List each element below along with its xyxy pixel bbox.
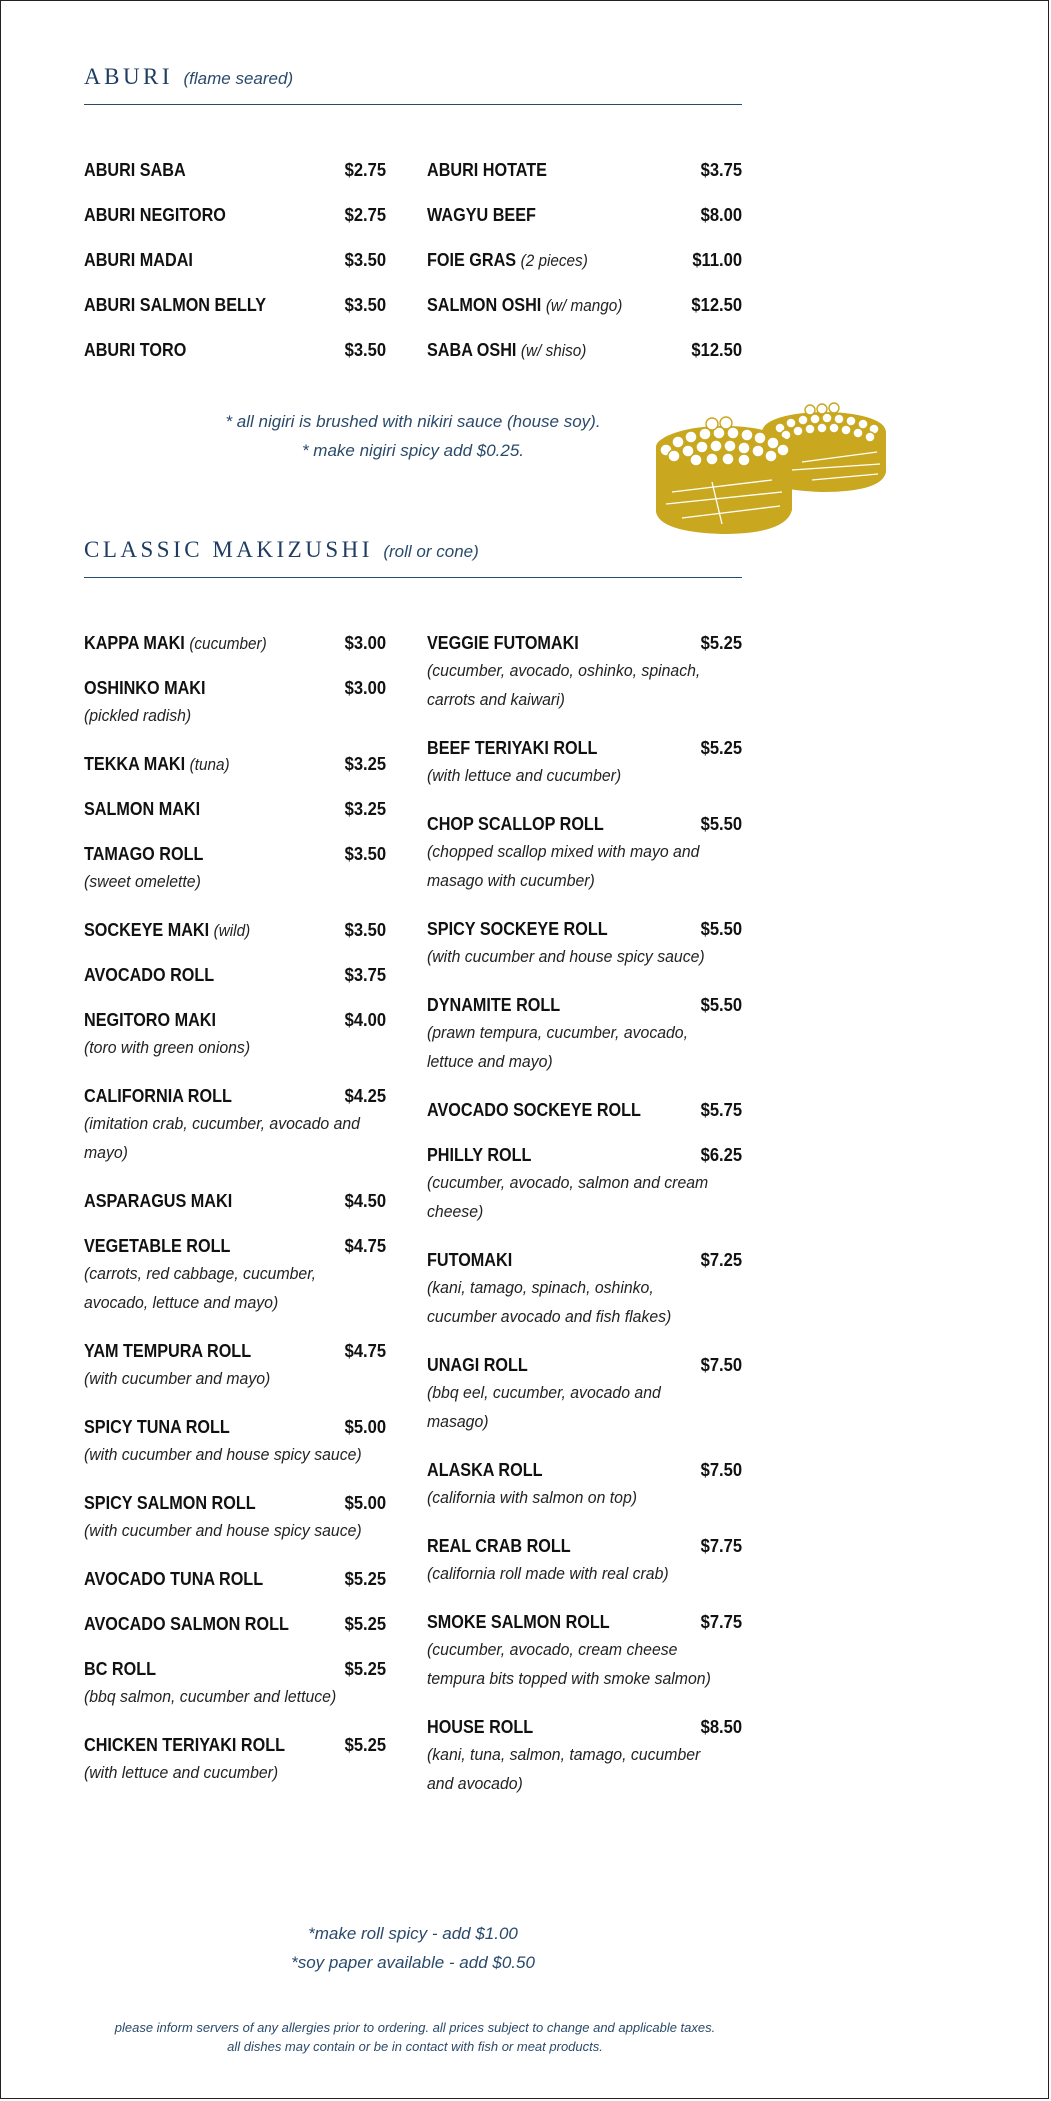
menu-item-name <box>84 160 186 181</box>
sushi-front <box>656 417 792 534</box>
menu-item-price: $5.25 <box>344 1659 386 1679</box>
menu-item-name-text: BC ROLL <box>84 1659 156 1679</box>
menu-item-name <box>84 340 186 361</box>
menu-item <box>84 799 386 820</box>
menu-item-name <box>84 633 267 654</box>
menu-item-name-text: UNAGI ROLL <box>427 1355 528 1375</box>
menu-item-name <box>427 1612 610 1633</box>
menu-item-name <box>84 678 206 699</box>
menu-item-price: $5.75 <box>700 1100 742 1120</box>
menu-item-name <box>427 919 608 940</box>
menu-item <box>84 678 386 730</box>
menu-item-name <box>427 1100 641 1121</box>
nigiri-sauce-note: * all nigiri is brushed with nikiri sauce (house soy). <box>225 412 601 431</box>
menu-item-price: $6.25 <box>700 1145 742 1165</box>
aburi-subtitle: (flame seared) <box>183 69 294 88</box>
menu-item-description: (cucumber, avocado, cream cheese tempura bits topped with smoke salmon) <box>427 1640 711 1688</box>
menu-item-name <box>84 799 200 820</box>
menu-item-name <box>84 1010 216 1031</box>
menu-item-price: $5.25 <box>344 1735 386 1755</box>
menu-item-price: $3.50 <box>344 920 386 940</box>
menu-item <box>84 295 386 316</box>
menu-item-name-text: SPICY TUNA ROLL <box>84 1417 230 1437</box>
menu-item-description: (with lettuce and cucumber) <box>427 766 622 785</box>
menu-item <box>84 1191 386 1212</box>
menu-item <box>84 1236 386 1317</box>
menu-item <box>427 1145 742 1226</box>
menu-item-name-text: KAPPA MAKI <box>84 633 185 653</box>
menu-item-name-text: ALASKA ROLL <box>427 1460 543 1480</box>
menu-item <box>427 995 742 1076</box>
menu-item-name-text: ABURI HOTATE <box>427 160 547 180</box>
menu-item-price: $4.25 <box>344 1086 386 1106</box>
menu-item-name <box>84 1569 263 1590</box>
menu-item-price: $7.25 <box>700 1250 742 1270</box>
menu-item <box>84 1417 386 1469</box>
menu-item-name <box>427 295 622 316</box>
menu-item-name-text: WAGYU BEEF <box>427 205 536 225</box>
menu-item-name <box>427 1250 512 1271</box>
menu-item-name <box>427 205 536 226</box>
menu-item-price: $3.50 <box>344 250 386 270</box>
aburi-section-header <box>84 64 742 105</box>
menu-item-description: (kani, tuna, salmon, tamago, cucumber and avocado) <box>427 1745 701 1793</box>
menu-item <box>84 965 386 986</box>
menu-item-name-text: BEEF TERIYAKI ROLL <box>427 738 598 758</box>
menu-item-price: $3.75 <box>700 160 742 180</box>
menu-item-description: (kani, tamago, spinach, oshinko, cucumber avocado and fish flakes) <box>427 1278 672 1326</box>
menu-item-name-text: ABURI MADAI <box>84 250 193 270</box>
menu-item-name-text: AVOCADO ROLL <box>84 965 215 985</box>
menu-item-name <box>427 1536 571 1557</box>
menu-item <box>427 1717 742 1798</box>
menu-item-name-text: TAMAGO ROLL <box>84 844 204 864</box>
menu-item-description: (imitation crab, cucumber, avocado and mayo) <box>84 1114 360 1162</box>
menu-item-name-text: HOUSE ROLL <box>427 1717 534 1737</box>
menu-item <box>84 1010 386 1062</box>
menu-item-name <box>427 1145 531 1166</box>
menu-item-price: $11.00 <box>692 250 742 270</box>
menu-item-description: (bbq salmon, cucumber and lettuce) <box>84 1687 337 1706</box>
menu-item-price: $2.75 <box>344 205 386 225</box>
menu-item-description: (bbq eel, cucumber, avocado and masago) <box>427 1383 661 1431</box>
aburi-left-column <box>84 160 386 385</box>
ikura-gunkan-sushi-drawing <box>652 392 892 542</box>
aburi-right-column <box>427 160 742 385</box>
menu-item-name <box>84 205 226 226</box>
menu-item-name <box>427 814 604 835</box>
menu-item-price: $5.50 <box>700 919 742 939</box>
menu-item-name <box>427 995 560 1016</box>
menu-item-name-text: CALIFORNIA ROLL <box>84 1086 232 1106</box>
menu-item-name-text: ASPARAGUS MAKI <box>84 1191 233 1211</box>
menu-item-price: $7.75 <box>700 1536 742 1556</box>
menu-item-price: $7.50 <box>700 1355 742 1375</box>
menu-item-name <box>84 1086 232 1107</box>
menu-item <box>427 814 742 895</box>
menu-item-name-text: SPICY SOCKEYE ROLL <box>427 919 608 939</box>
menu-item-description: (with cucumber and mayo) <box>84 1369 271 1388</box>
menu-item-name-text: SMOKE SALMON ROLL <box>427 1612 610 1632</box>
menu-item-price: $3.25 <box>344 754 386 774</box>
menu-item-name-text: ABURI SALMON BELLY <box>84 295 267 315</box>
maki-notes <box>84 1919 742 1977</box>
maki-left-column <box>84 633 386 1811</box>
menu-item-name <box>427 1355 528 1376</box>
menu-item-price: $7.50 <box>700 1460 742 1480</box>
menu-item-name-text: NEGITORO MAKI <box>84 1010 217 1030</box>
menu-item-name <box>84 1417 230 1438</box>
menu-item <box>84 1493 386 1545</box>
menu-item <box>84 1086 386 1167</box>
menu-item-note: (w/ shiso) <box>520 341 587 360</box>
menu-item-note: (2 pieces) <box>520 251 588 270</box>
menu-item-price: $5.50 <box>700 995 742 1015</box>
menu-item-name-text: ABURI TORO <box>84 340 187 360</box>
menu-item-name-text: SOCKEYE MAKI <box>84 920 210 940</box>
maki-right-column <box>427 633 742 1822</box>
menu-item-name <box>427 1460 542 1481</box>
menu-item <box>84 1735 386 1787</box>
menu-item-price: $5.00 <box>344 1417 386 1437</box>
menu-item-price: $12.50 <box>691 340 742 360</box>
menu-item <box>427 250 742 271</box>
menu-item-name-text: SPICY SALMON ROLL <box>84 1493 256 1513</box>
menu-item-name-text: REAL CRAB ROLL <box>427 1536 571 1556</box>
menu-item-name <box>427 340 586 361</box>
menu-item-price: $4.50 <box>344 1191 386 1211</box>
menu-item-name <box>84 965 214 986</box>
menu-item-price: $5.25 <box>344 1569 386 1589</box>
menu-item <box>84 250 386 271</box>
menu-item-description: (with cucumber and house spicy sauce) <box>84 1445 362 1464</box>
menu-item <box>427 340 742 361</box>
menu-item <box>84 1341 386 1393</box>
menu-item-name-text: SALMON MAKI <box>84 799 201 819</box>
menu-item-price: $3.50 <box>344 340 386 360</box>
menu-item-name-text: ABURI NEGITORO <box>84 205 226 225</box>
menu-item-name-text: AVOCADO TUNA ROLL <box>84 1569 264 1589</box>
aburi-notes <box>84 407 742 465</box>
menu-item-description: (california roll made with real crab) <box>427 1564 669 1583</box>
contamination-note: all dishes may contain or be in contact with fish or meat products. <box>227 2039 603 2054</box>
menu-item-description: (with cucumber and house spicy sauce) <box>427 947 705 966</box>
menu-item-price: $5.25 <box>344 1614 386 1634</box>
maki-subtitle: (roll or cone) <box>383 542 479 561</box>
menu-item-name <box>84 920 250 941</box>
menu-item-price: $8.50 <box>700 1717 742 1737</box>
menu-item-price: $2.75 <box>344 160 386 180</box>
maki-title: CLASSIC MAKIZUSHI <box>84 537 373 562</box>
menu-item-description: (cucumber, avocado, salmon and cream cheese) <box>427 1173 709 1221</box>
soy-paper-note: *soy paper available - add $0.50 <box>291 1953 535 1972</box>
menu-item-description: (cucumber, avocado, oshinko, spinach, carrots and kaiwari) <box>427 661 701 709</box>
menu-item-price: $12.50 <box>691 295 742 315</box>
menu-item-name-text: CHICKEN TERIYAKI ROLL <box>84 1735 286 1755</box>
menu-item-name <box>84 844 203 865</box>
menu-item-description: (toro with green onions) <box>84 1038 251 1057</box>
menu-item-price: $3.00 <box>344 678 386 698</box>
menu-item <box>427 633 742 714</box>
menu-item <box>84 754 386 775</box>
menu-item-name <box>427 738 597 759</box>
menu-item-description: (california with salmon on top) <box>427 1488 638 1507</box>
menu-item <box>84 844 386 896</box>
menu-item-name-text: CHOP SCALLOP ROLL <box>427 814 604 834</box>
menu-item-name <box>427 1717 533 1738</box>
menu-item-name-text: ABURI SABA <box>84 160 186 180</box>
menu-item-description: (with lettuce and cucumber) <box>84 1763 279 1782</box>
menu-item-price: $4.00 <box>344 1010 386 1030</box>
menu-item <box>427 1250 742 1331</box>
menu-item-name <box>84 1735 285 1756</box>
menu-item-name-text: AVOCADO SOCKEYE ROLL <box>427 1100 641 1120</box>
aburi-title: ABURI <box>84 64 174 89</box>
menu-item <box>427 1536 742 1588</box>
menu-item <box>427 160 742 181</box>
menu-item <box>84 340 386 361</box>
menu-item <box>427 1355 742 1436</box>
menu-item-description: (pickled radish) <box>84 706 192 725</box>
menu-item-price: $5.50 <box>700 814 742 834</box>
menu-item <box>427 1100 742 1121</box>
menu-item-name-text: VEGGIE FUTOMAKI <box>427 633 579 653</box>
menu-item-name-text: PHILLY ROLL <box>427 1145 532 1165</box>
menu-item-name <box>84 1493 256 1514</box>
menu-item-note: (wild) <box>213 921 251 940</box>
menu-item-name-text: TEKKA MAKI <box>84 754 186 774</box>
menu-item <box>84 160 386 181</box>
menu-item-description: (prawn tempura, cucumber, avocado, lettuce and mayo) <box>427 1023 689 1071</box>
menu-item-name <box>84 295 266 316</box>
menu-item-price: $4.75 <box>344 1341 386 1361</box>
menu-item-price: $5.25 <box>700 738 742 758</box>
menu-item <box>427 1460 742 1512</box>
menu-item-name <box>84 1191 232 1212</box>
menu-item-name-text: OSHINKO MAKI <box>84 678 206 698</box>
menu-item-name-text: DYNAMITE ROLL <box>427 995 561 1015</box>
menu-item <box>84 1569 386 1590</box>
menu-item <box>84 1614 386 1635</box>
menu-item-name-text: SABA OSHI <box>427 340 517 360</box>
menu-item-price: $5.25 <box>700 633 742 653</box>
menu-item-description: (chopped scallop mixed with mayo and masago with cucumber) <box>427 842 700 890</box>
menu-item <box>427 1612 742 1693</box>
menu-item-name-text: VEGETABLE ROLL <box>84 1236 231 1256</box>
menu-item-price: $5.00 <box>344 1493 386 1513</box>
menu-item-name <box>84 1236 230 1257</box>
menu-item <box>427 738 742 790</box>
menu-item-name <box>84 250 193 271</box>
menu-item <box>427 205 742 226</box>
allergy-note: please inform servers of any allergies prior to ordering. all prices subject to change and applicable taxes. <box>114 2020 716 2035</box>
menu-item-description: (with cucumber and house spicy sauce) <box>84 1521 362 1540</box>
menu-item-price: $3.50 <box>344 844 386 864</box>
menu-item-price: $4.75 <box>344 1236 386 1256</box>
menu-item-price: $3.25 <box>344 799 386 819</box>
menu-item <box>84 920 386 941</box>
menu-item <box>427 919 742 971</box>
menu-item-name-text: FUTOMAKI <box>427 1250 513 1270</box>
menu-item-name <box>84 1614 289 1635</box>
menu-item <box>84 633 386 654</box>
menu-item-name <box>84 1659 156 1680</box>
menu-item <box>427 295 742 316</box>
menu-item-price: $8.00 <box>700 205 742 225</box>
menu-item-description: (sweet omelette) <box>84 872 201 891</box>
nigiri-spicy-note: * make nigiri spicy add $0.25. <box>301 441 525 460</box>
menu-item-name <box>427 250 588 271</box>
menu-item-name-text: SALMON OSHI <box>427 295 542 315</box>
menu-item-price: $7.75 <box>700 1612 742 1632</box>
menu-item-price: $3.50 <box>344 295 386 315</box>
menu-item <box>84 1659 386 1711</box>
menu-item-price: $3.75 <box>344 965 386 985</box>
menu-item-name <box>84 1341 251 1362</box>
menu-item-note: (w/ mango) <box>545 296 623 315</box>
menu-item-name-text: YAM TEMPURA ROLL <box>84 1341 252 1361</box>
menu-item-name <box>427 633 579 654</box>
menu-item-price: $3.00 <box>344 633 386 653</box>
menu-item-name-text: AVOCADO SALMON ROLL <box>84 1614 289 1634</box>
menu-item-name <box>84 754 230 775</box>
menu-item-name <box>427 160 547 181</box>
menu-item-description: (carrots, red cabbage, cucumber, avocado, lettuce and mayo) <box>84 1264 317 1312</box>
menu-item-note: (cucumber) <box>189 634 267 653</box>
maki-section-header <box>84 537 742 578</box>
menu-item-name-text: FOIE GRAS <box>427 250 517 270</box>
allergy-footer <box>0 2018 830 2056</box>
roll-spicy-note: *make roll spicy - add $1.00 <box>308 1924 518 1943</box>
menu-item-note: (tuna) <box>189 755 230 774</box>
menu-item <box>84 205 386 226</box>
